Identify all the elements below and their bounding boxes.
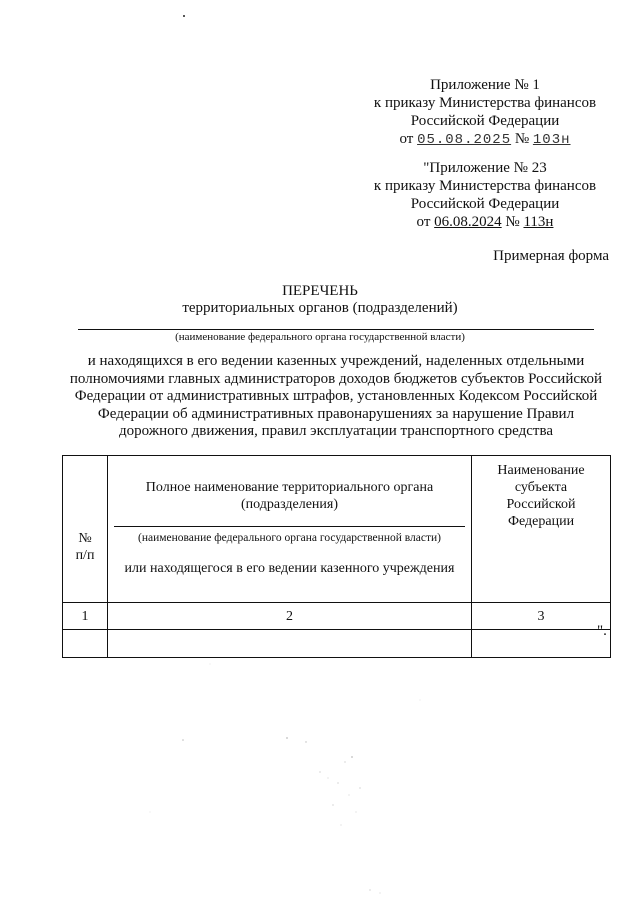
- header-name-bottom: или находящегося в его ведении казенного учреждения: [124, 561, 455, 576]
- appendix-23-date-prefix: от: [416, 214, 431, 230]
- numbering-cell: 3: [472, 603, 611, 630]
- header-subject-line: субъекта: [514, 480, 568, 495]
- closing-quote: ".: [597, 623, 607, 639]
- appendix-23-block: [360, 159, 610, 231]
- table-header-row: [63, 456, 611, 603]
- header-subject-line: Федерации: [507, 514, 575, 529]
- sample-form-label: Примерная форма: [493, 248, 609, 264]
- appendix-1-date: 05.08.2025: [417, 132, 512, 148]
- header-name-content: [108, 474, 471, 584]
- header-name-top-line: Полное наименование территориального органа: [145, 480, 434, 495]
- document-subtitle: территориальных органов (подразделений): [182, 300, 458, 316]
- table-row: [63, 630, 611, 658]
- table-numbering-row: [63, 603, 611, 630]
- header-number-symbol: №: [78, 531, 92, 546]
- header-subject-line: Наименование: [497, 463, 585, 478]
- appendix-23-date: 06.08.2024: [434, 214, 502, 230]
- empty-cell: [63, 630, 108, 658]
- appendix-23-date-line: [360, 213, 610, 231]
- appendix-1-title: Приложение № 1: [430, 77, 540, 93]
- header-subject-line: Российской: [506, 497, 576, 512]
- header-name-blank-line: [114, 526, 465, 527]
- appendix-1-date-line: [360, 130, 610, 148]
- header-number-cell: [63, 456, 108, 603]
- paragraph-line: Федерации от административных штрафов, установленных Кодексом Российской: [74, 388, 598, 404]
- appendix-1-federation: Российской Федерации: [410, 113, 560, 129]
- empty-cell: [108, 630, 472, 658]
- perechen-table: [62, 455, 611, 658]
- paragraph-line: и находящихся в его ведении казенных учреждений, наделенных отдельными: [87, 353, 585, 369]
- header-name-top: [108, 479, 471, 513]
- agency-name-caption: (наименование федерального органа государственной власти): [175, 331, 465, 343]
- appendix-23-order-ref: к приказу Министерства финансов: [373, 178, 597, 194]
- numbering-cell: 1: [63, 603, 108, 630]
- header-subject-cell: [472, 456, 611, 603]
- paragraph-line: дорожного движения, правил эксплуатации транспортного средства: [118, 423, 554, 439]
- scan-dot: [183, 15, 185, 17]
- empty-cell: [472, 630, 611, 658]
- appendix-1-block: [360, 76, 610, 148]
- agency-name-blank-line: [78, 329, 594, 330]
- paragraph-line: полномочиями главных администраторов доходов бюджетов субъектов Российской: [69, 370, 603, 387]
- header-name-cell: [108, 456, 472, 603]
- appendix-1-order-ref: к приказу Министерства финансов: [373, 95, 597, 111]
- header-name-caption: (наименование федерального органа государственной власти): [138, 532, 441, 544]
- appendix-1-number-prefix: №: [514, 131, 530, 147]
- description-paragraph: [60, 353, 612, 441]
- numbering-cell: 2: [108, 603, 472, 630]
- appendix-1-date-prefix: от: [399, 131, 414, 147]
- header-number-abbrev: п/п: [75, 548, 95, 563]
- appendix-23-title: "Приложение № 23: [423, 160, 547, 176]
- header-name-top-line: (подразделения): [241, 497, 338, 512]
- appendix-23-federation: Российской Федерации: [410, 196, 560, 212]
- appendix-23-number-prefix: №: [505, 214, 520, 230]
- document-title: ПЕРЕЧЕНЬ: [282, 283, 358, 299]
- appendix-1-number: 103н: [532, 132, 571, 148]
- appendix-23-number: 113н: [523, 214, 554, 230]
- paragraph-line: Федерации об административных правонарушениях за нарушение Правил: [97, 405, 575, 422]
